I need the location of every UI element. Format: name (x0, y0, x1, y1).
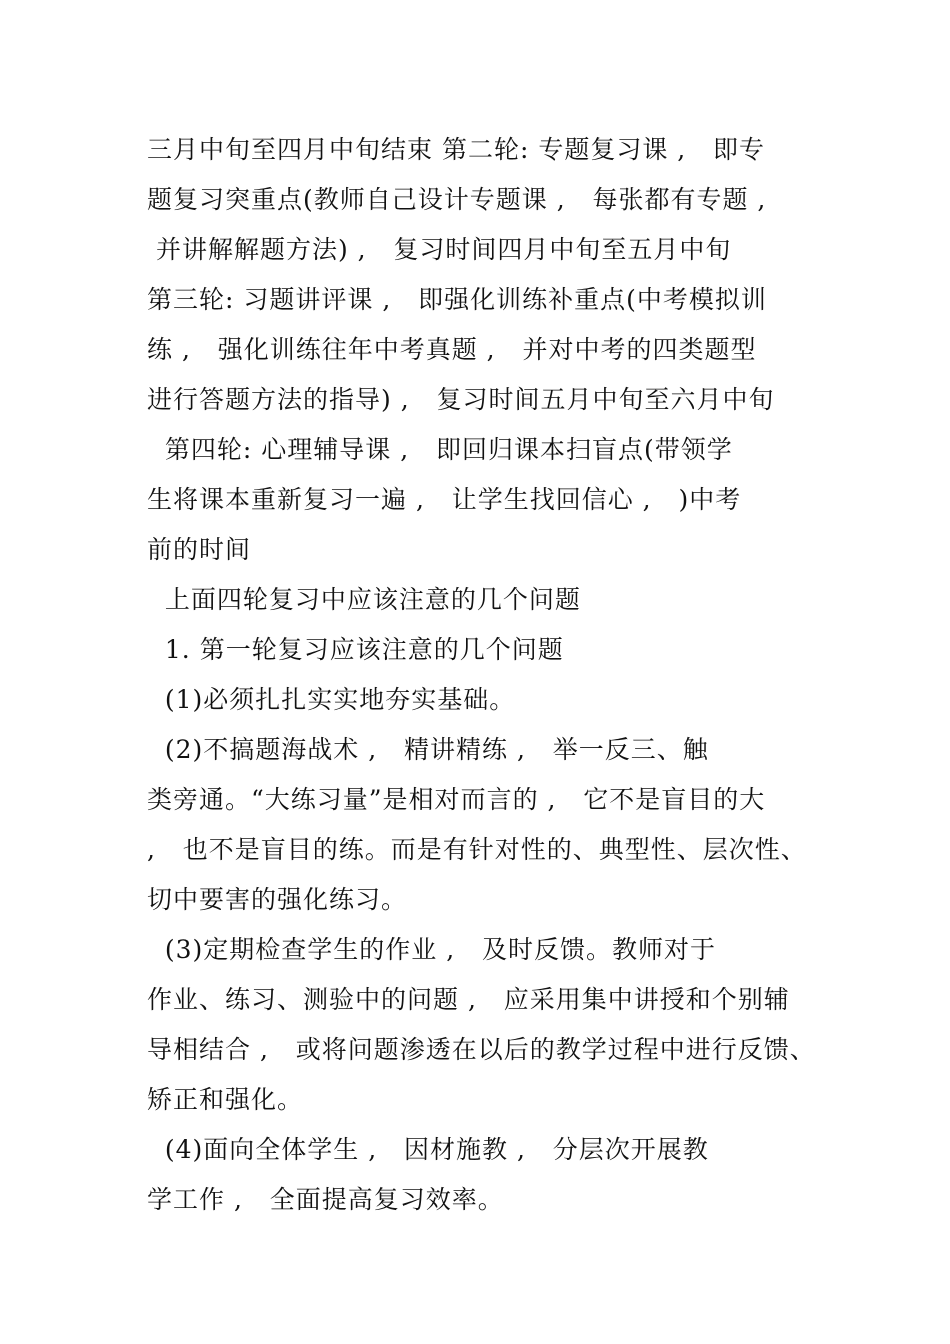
text-line: (4)面向全体学生 , 因材施教 , 分层次开展教 (147, 1135, 709, 1164)
text-line: (1)必须扎扎实实地夯实基础。 (147, 685, 516, 714)
text-line: 题复习突重点(教师自己设计专题课 , 每张都有专题 , (147, 185, 767, 214)
text-line: 进行答题方法的指导) , 复习时间五月中旬至六月中旬 (147, 385, 775, 414)
text-line: , 也不是盲目的练。而是有针对性的、典型性、层次性、 (147, 835, 807, 864)
text-line: 三月中旬至四月中旬结束 第二轮: 专题复习课 , 即专 (147, 135, 766, 164)
text-line: 矫正和强化。 (147, 1085, 304, 1114)
text-line: 导相结合 , 或将问题渗透在以后的教学过程中进行反馈、 (147, 1035, 816, 1064)
text-line: 第四轮: 心理辅导课 , 即回归课本扫盲点(带领学 (147, 435, 733, 464)
text-line: 第三轮: 习题讲评课 , 即强化训练补重点(中考模拟训 (147, 285, 767, 314)
text-line: (3)定期检查学生的作业 , 及时反馈。教师对于 (147, 935, 717, 964)
text-line: (2)不搞题海战术 , 精讲精练 , 举一反三、触 (147, 735, 709, 764)
text-line: 1. 第一轮复习应该注意的几个问题 (147, 635, 564, 664)
text-line: 前的时间 (147, 535, 252, 564)
text-line: 练 , 强化训练往年中考真题 , 并对中考的四类题型 (147, 335, 757, 364)
text-line: 生将课本重新复习一遍 , 让学生找回信心 , )中考 (147, 485, 742, 514)
text-line: 类旁通。“大练习量”是相对而言的 , 它不是盲目的大 (147, 785, 766, 814)
text-line: 并讲解解题方法) , 复习时间四月中旬至五月中旬 (147, 235, 732, 264)
text-line: 作业、练习、测验中的问题 , 应采用集中讲授和个别辅 (147, 985, 790, 1014)
text-line: 上面四轮复习中应该注意的几个问题 (147, 585, 581, 614)
text-line: 切中要害的强化练习。 (147, 885, 408, 914)
text-line: 学工作 , 全面提高复习效率。 (147, 1185, 504, 1214)
